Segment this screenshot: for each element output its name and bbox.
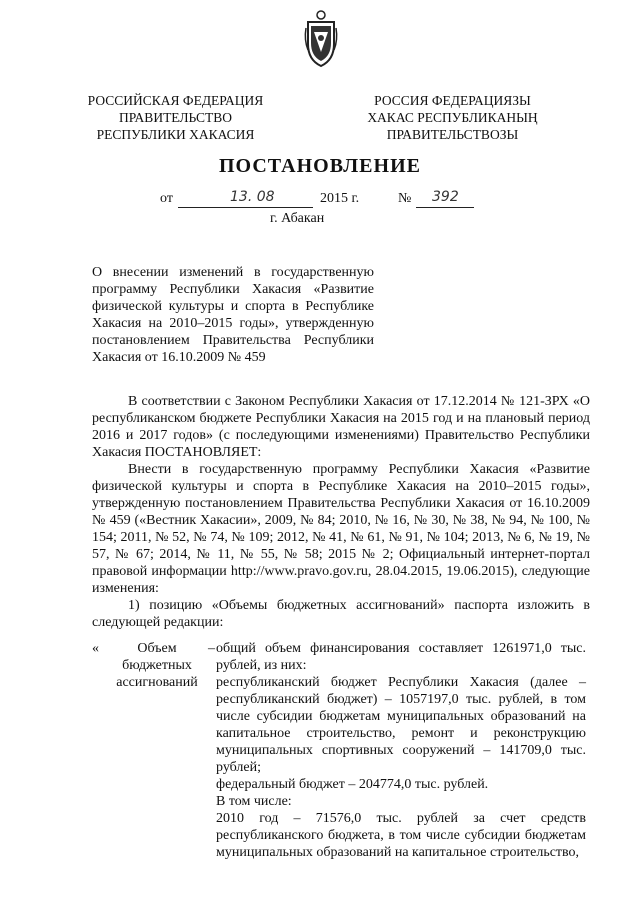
number-value: 392 xyxy=(432,189,459,205)
subject-block: О внесении изменений в государственную программу Республики Хакасия «Развитие физической культуры и спорта в Республике Хакасия на 2010–2015 годы», утвержденную постановлением Правительства Республики Хакасия от 16.10.2009 № 459 xyxy=(92,265,374,365)
budget-label: Объем бюджетных ассигнований xyxy=(116,641,198,690)
header-left-line: ПРАВИТЕЛЬСТВО xyxy=(119,110,232,125)
budget-values xyxy=(216,640,586,861)
document-title: ПОСТАНОВЛЕНИЕ xyxy=(219,155,421,177)
header-right-line: ПРАВИТЕЛЬСТВОЗЫ xyxy=(386,127,519,142)
opening-quote: « xyxy=(92,641,99,656)
date-prefix: от xyxy=(160,191,173,206)
header-left xyxy=(68,92,283,143)
paragraph: В соответствии с Законом Республики Хакасия от 17.12.2014 № 121-ЗРХ «О республиканском бюджете Республики Хакасия на 2015 год и на плановый период 2016 и 2017 годов» (с последующими изменениями) Правительство Республики Хакасия ПОСТАНОВЛЯЕТ: xyxy=(92,394,590,460)
number-prefix: № xyxy=(398,191,412,206)
city: г. Абакан xyxy=(270,211,325,226)
dash: – xyxy=(208,641,215,656)
date-line xyxy=(160,191,490,211)
header-left-line: РОССИЙСКАЯ ФЕДЕРАЦИЯ xyxy=(87,93,264,108)
paragraph: 1) позицию «Объемы бюджетных ассигнований» паспорта изложить в следующей редакции: xyxy=(92,598,590,630)
date-value: 13. 08 xyxy=(230,189,275,205)
header-right-line: РОССИЯ ФЕДЕРАЦИЯЗЫ xyxy=(374,93,531,108)
budget-line: федеральный бюджет – 204774,0 тыс. рублей. xyxy=(216,777,489,792)
coat-of-arms-icon xyxy=(302,8,340,68)
budget-line: 2010 год – 71576,0 тыс. рублей за счет средств республиканского бюджета, в том числе субсидии бюджетам муниципальных образований на капитальное строительство, xyxy=(216,811,586,860)
year: 2015 г. xyxy=(320,191,360,206)
budget-line: республиканский бюджет Республики Хакасия (далее – республиканский бюджет) – 1057197,0 тыс. рублей, в том числе субсидии бюджетам муниципальных образований на капитальное строительство, ремонт и реконструкцию муниципальных спортивных сооружений – 141709,0 тыс. рублей; xyxy=(216,675,586,775)
header-right xyxy=(345,92,560,143)
budget-line: общий объем финансирования составляет 1261971,0 тыс. рублей, из них: xyxy=(216,641,586,673)
paragraph: Внести в государственную программу Республики Хакасия «Развитие физической культуры и спорта в Республике Хакасия на 2010–2015 годы», утвержденную постановлением Правительства Республики Хакасия от 16.10.2009 № 459 («Вестник Хакасии», 2009, № 84; 2010, № 16, № 30, № 38, № 94, № 100, № 154; 2011, № 52, № 74, № 109; 2012, № 41, № 61, № 91, № 104; 2013, № 6, № 19, № 57, № 67; 2014, № 11, № 55, № 58; 2015 № 2; Официальный интернет-портал правовой информации http://www.pravo.gov.ru, 28.04.2015, 19.06.2015), следующие изменения: xyxy=(92,462,590,596)
header-left-line: РЕСПУБЛИКИ ХАКАСИЯ xyxy=(96,127,255,142)
header-right-line: ХАКАС РЕСПУБЛИКАНЫҢ xyxy=(367,110,538,125)
budget-line: В том числе: xyxy=(216,794,292,809)
body-text xyxy=(92,393,590,631)
